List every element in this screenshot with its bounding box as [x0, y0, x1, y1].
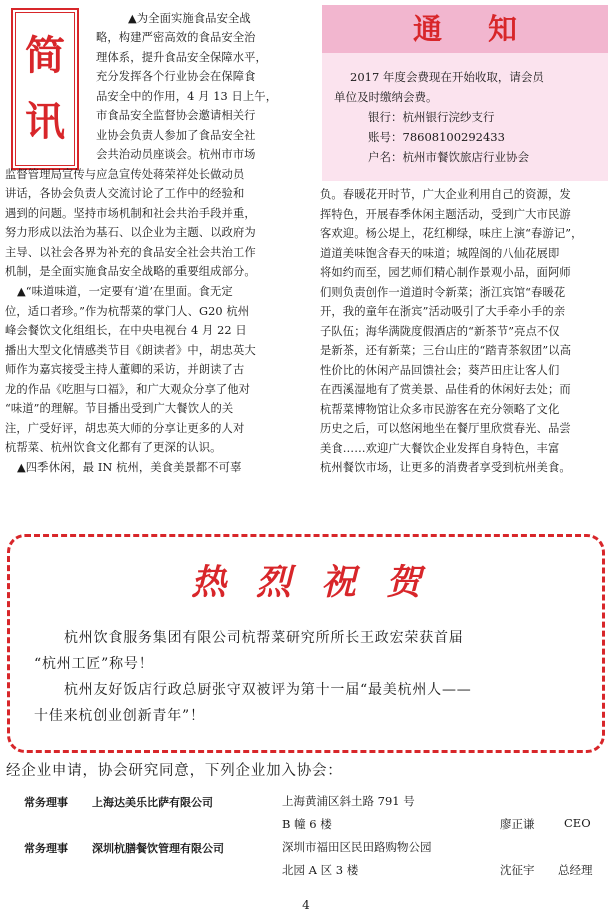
text-line: 历史之后，可以悠闲地坐在餐厅里欣赏春光、品尝: [320, 422, 571, 435]
jianxun-badge: [11, 8, 79, 170]
text-line: 位，适口者珍。”作为杭帮菜的掌门人、G20 杭州: [5, 305, 250, 318]
text-line: 略，构建严密高效的食品安全治: [96, 31, 256, 44]
text-line: 挥特色，开展春季休闲主题活动，受到广大市民游: [320, 208, 571, 221]
text-line: 道道美味饱含春天的味道；城隍阁的八仙花展即: [320, 247, 560, 260]
member-title: CEO: [564, 816, 591, 830]
text-line: 开，我的童年在浙宾”活动吸引了大手牵小手的亲: [320, 305, 566, 318]
text-line: 监督管理局宣传与应急宣传处蒋荣祥处长做动员: [5, 168, 245, 181]
page-number: 4: [302, 898, 310, 912]
text-line: 美食……欢迎广大餐饮企业发挥自身特色，丰富: [320, 442, 560, 455]
text-line: 在西溪湿地有了赏美景、品佳肴的休闲好去处；而: [320, 383, 571, 396]
badge-char-jian: 简: [25, 33, 65, 79]
member-contact: 沈征宇: [500, 863, 535, 877]
congrats-line: “杭州工匠”称号！: [34, 656, 154, 672]
notice-line: 2017 年度会费现在开始收取，请会员: [350, 70, 544, 84]
text-line: 师作为嘉宾接受主持人董卿的采访，并朗读了古: [5, 363, 245, 376]
text-line: 们则负责创作一道道时令新菜；浙江宾馆“春暖花: [320, 286, 566, 299]
congrats-line: 杭州饮食服务集团有限公司杭帮菜研究所所长王政宏荣获首届: [64, 630, 464, 646]
text-line: 业协会负责人参加了食品安全社: [96, 129, 256, 142]
text-line: 品安全中的作用，4 月 13 日上午，: [96, 90, 278, 103]
text-line: 会共治动员座谈会。杭州市市场: [96, 148, 256, 161]
notice-account: 账号：78608100292433: [368, 130, 505, 144]
membership-intro: 经企业申请，协会研究同意，下列企业加入协会：: [6, 763, 343, 779]
text-line: 主导、以社会各界为补充的食品安全社会共治工作: [5, 246, 256, 259]
text-line: 注，广受好评，胡忠英大师的分享让更多的人对: [5, 422, 245, 435]
text-line: “味道”的理解。节目播出受到广大餐饮人的关: [5, 402, 234, 415]
text-line: 是新茶，还有新菜；三台山庄的“踏青茶叙团”以高: [320, 344, 572, 357]
notice-header: [322, 5, 608, 53]
member-company: 上海达美乐比萨有限公司: [92, 796, 213, 809]
text-line: 杭帮菜、杭州饮食文化都有了更深的认识。: [5, 441, 222, 454]
congrats-title: 热烈祝贺: [190, 562, 451, 603]
text-line: 子队伍；海华满陇度假酒店的“新茶节”亮点不仅: [320, 325, 560, 338]
member-address: 上海黄浦区斜土路 791 号: [282, 794, 415, 808]
text-line: 负。春暖花开时节，广大企业利用自己的资源，发: [320, 188, 571, 201]
text-line: 遇到的问题。坚持市场机制和社会共治手段并重，: [5, 207, 256, 220]
news-left-p3: ▲四季休闲，最 IN 杭州，美食美景都不可辜: [17, 461, 242, 474]
member-role: 常务理事: [24, 796, 68, 809]
text-line: 将如约而至，园艺师们精心制作景观小品，面阿师: [320, 266, 571, 279]
congrats-line: 十佳来杭创业创新青年”！: [34, 708, 205, 724]
member-address: 深圳市福田区民田路购物公园: [282, 840, 432, 854]
text-line: 机制，是全面实施食品安全战略的重要组成部分。: [5, 265, 256, 278]
text-line: 峰会餐饮文化组组长，在中央电视台 4 月 22 日: [5, 324, 247, 337]
notice-line: 单位及时缴纳会费。: [334, 90, 438, 104]
text-line: 播出大型文化情感类节目《朗读者》中，胡忠英大: [5, 344, 256, 357]
member-role: 常务理事: [24, 842, 68, 855]
text-line: 客欢迎。杨公堤上，花红柳绿，味庄上演“春游记”，: [320, 227, 583, 240]
member-address: 北园 A 区 3 楼: [282, 863, 359, 877]
member-company: 深圳杭膳餐饮管理有限公司: [92, 842, 224, 855]
text-line: 充分发挥各个行业协会在保障食: [96, 70, 256, 83]
text-line: 讲话，各协会负责人交流讨论了工作中的经验和: [5, 187, 245, 200]
text-line: 努力形成以法治为基石、以企业为主题、以政府为: [5, 226, 256, 239]
text-line: 杭州餐饮市场，让更多的消费者享受到杭州美食。: [320, 461, 571, 474]
text-line: 市食品安全监督协会邀请相关行: [96, 109, 256, 122]
text-line: ▲为全面实施食品安全战: [128, 12, 251, 25]
text-line: 杭帮菜博物馆让众多市民游客在充分领略了文化: [320, 403, 560, 416]
badge-char-xun: 讯: [25, 99, 65, 145]
congrats-box: [7, 534, 605, 753]
notice-account-name: 户名：杭州市餐饮旅店行业协会: [368, 150, 529, 164]
text-line: 理体系，提升食品安全保障水平，: [96, 51, 267, 64]
text-line: ▲“味道味道，一定要有‘道’在里面。食无定: [17, 285, 233, 298]
member-address: B 幢 6 楼: [282, 817, 332, 831]
notice-title: 通知: [412, 12, 563, 46]
member-title: 总经理: [558, 863, 593, 877]
text-line: 龙的作品《吃胆与口福》，和广大观众分享了他对: [5, 383, 251, 396]
member-contact: 廖正谦: [500, 817, 535, 831]
notice-bank: 银行：杭州银行浣纱支行: [368, 110, 495, 124]
text-line: 性价比的休闲产品回馈社会；葵芦田庄让客人们: [320, 364, 560, 377]
congrats-line: 杭州友好饭店行政总厨张守双被评为第十一届“最美杭州人——: [64, 682, 472, 698]
